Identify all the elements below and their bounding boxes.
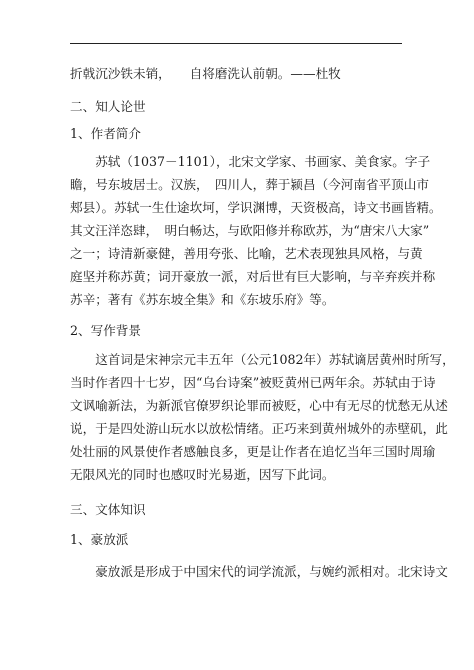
paragraph-line: 这首词是宋神宗元丰五年（公元1082年）苏轼谪居黄州时所写，: [70, 352, 455, 367]
paragraph-line: 说，于是四处游山玩水以放松情绪。正巧来到黄州城外的赤壁矶，此: [70, 421, 448, 436]
paragraph-line: 郏县）。苏轼一生仕途坎坷，学识渊博，天资极高，诗文书画皆精。: [70, 200, 442, 215]
poem-line: 折戟沉沙铁未销， 自将磨洗认前朝。——杜牧: [70, 66, 341, 81]
section-heading-zhirenlunshi: 二、知人论世: [70, 99, 146, 114]
paragraph-line: 当时作者四十七岁，因“乌台诗案”被贬黄州已两年余。苏轼由于诗: [70, 375, 436, 390]
paragraph-line: 苏辛；著有《苏东坡全集》和《东坡乐府》等。: [70, 292, 335, 307]
subheading-haofangpai: 1、豪放派: [70, 532, 129, 547]
paragraph-line: 文讽喻新法，为新派官僚罗织论罪而被贬，心中有无尽的忧愁无从述: [70, 398, 448, 413]
paragraph-line: 处壮丽的风景使作者感触良多，更是让作者在追忆当年三国时周瑜: [70, 444, 436, 459]
paragraph-line: 豪放派是形成于中国宋代的词学流派，与婉约派相对。北宋诗文: [70, 564, 448, 579]
header-rule: [70, 43, 402, 44]
paragraph-line: 其文汪洋恣肆， 明白畅达，与欧阳修并称欧苏，为“唐宋八大家”: [70, 223, 430, 238]
subheading-writing-background: 2、写作背景: [70, 323, 141, 338]
subheading-author-intro: 1、作者简介: [70, 126, 141, 141]
section-heading-wenti: 三、文体知识: [70, 502, 146, 517]
paragraph-line: 之一；诗清新豪健，善用夸张、比喻，艺术表现独具风格，与黄: [70, 246, 423, 261]
paragraph-line: 苏轼（1037－1101），北宋文学家、书画家、美食家。字子: [70, 154, 431, 169]
paragraph-line: 庭坚并称苏黄；词开豪放一派，对后世有巨大影响，与辛弃疾并称: [70, 269, 436, 284]
paragraph-line: 无限风光的同时也感叹时光易逝，因写下此词。: [70, 467, 335, 482]
paragraph-line: 瞻，号东坡居士。汉族， 四川人，葬于颍昌（今河南省平顶山市: [70, 177, 429, 192]
